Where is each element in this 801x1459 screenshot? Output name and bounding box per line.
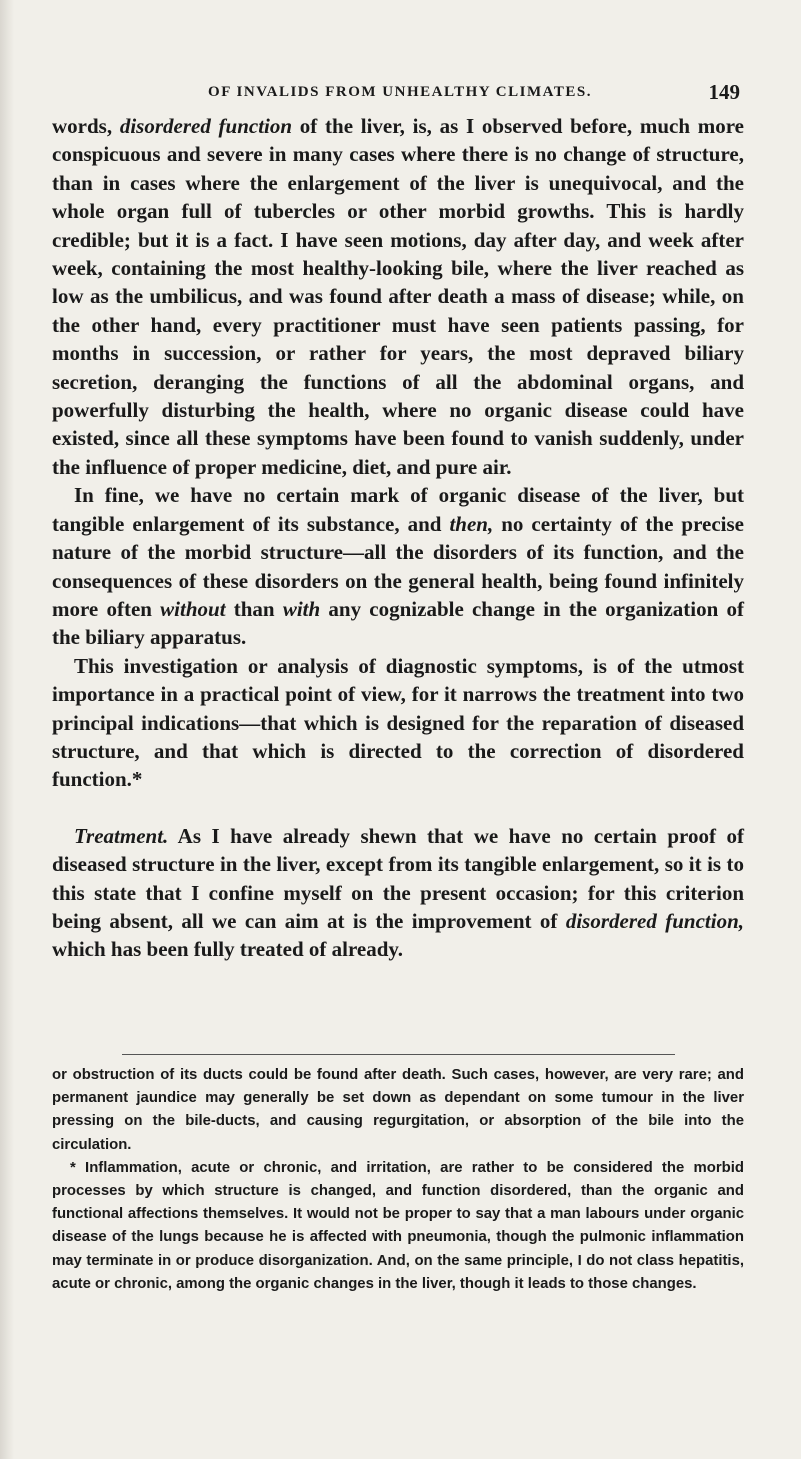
footnote-asterisk: * Inflammation, acute or chronic, and irritation, are rather to be considered the morbid processes by which structure is changed, and function disordered, than the organic and functional affections themselves. It would not be proper to say that a man labours under organic disease of the lungs because he is affected with pneumonia, though the pulmonic inflammation may terminate in or produce disorganization. And, on the same principle, I do not class hepatitis, acute or chronic, among the organic changes in the liver, though it leads to those changes. xyxy=(52,1159,744,1292)
text-run: words, xyxy=(52,114,120,138)
text-run: than xyxy=(225,596,283,621)
text-run: which has been fully treated of already. xyxy=(52,937,403,962)
paragraph-1 xyxy=(52,112,744,481)
paragraph-treatment xyxy=(52,822,744,964)
emphasis: disordered function xyxy=(119,114,293,138)
paragraph-2 xyxy=(52,481,744,651)
footnotes xyxy=(52,1064,744,1296)
text-run: no certainty of the precise nature of the morbid structure—all the disorders of its function, and the consequences of these disorders on the general health, being found infinitely more often xyxy=(52,511,744,621)
footnote-continuation: or obstruction of its ducts could be found after death. Such cases, however, are very rare; and permanent jaundice may generally be set down as dependant on some tumour in the liver pressing on the bile-ducts, and causing regurgitation, or absorption of the bile into the circulation. xyxy=(52,1067,744,1153)
section-heading: Treatment. xyxy=(74,823,169,848)
emphasis: without xyxy=(160,596,226,621)
text-run: As I have already shewn that we have no certain proof of diseased structure in the liver, except from its tangible enlargement, so it is to this state that I confine myself on the present occasion; for this criterion being absent, all we can aim at is the improvement of xyxy=(52,823,744,933)
footnote-divider xyxy=(122,1054,675,1055)
text-run: In fine, we have no certain mark of organic disease of the liver, but tangible enlargement of its substance, and xyxy=(52,483,744,536)
text-run: This investigation or analysis of diagnostic symptoms, is of the utmost importance in a practical point of view, for it narrows the treatment into two principal indications—that which is designed for the reparation of diseased structure, and that which is directed to the correction of disordered function.* xyxy=(52,653,744,792)
running-head: OF INVALIDS FROM UNHEALTHY CLIMATES. xyxy=(208,84,592,100)
text-run: of the liver, is, as I observed before, much more conspicuous and severe in many cases where there is no change of structure, than in cases where the enlargement of the liver is unequivocal, and the whole organ full of tubercles or other morbid growths. This is hardly credible; but it is a fact. I have seen motions, day after day, and week after week, containing the most healthy-looking bile, where the liver reached as low as the umbilicus, and was found after death a mass of disease; while, on the other hand, every practitioner must have seen patients passing, for months in succession, or rather for years, the most depraved biliary secretion, deranging the functions of all the abdominal organs, and powerfully disturbing the health, where no organic disease could have existed, since all these symptoms have been found to vanish suddenly, under the influence of proper medicine, diet, and pure air. xyxy=(52,114,745,479)
emphasis: then, xyxy=(449,511,494,536)
emphasis: with xyxy=(282,596,321,621)
page-gutter-shadow xyxy=(0,0,14,1459)
emphasis: disordered function, xyxy=(565,908,744,933)
text-run: any cognizable change in the organization of the biliary apparatus. xyxy=(52,596,744,650)
body-text xyxy=(52,112,744,964)
page-number: 149 xyxy=(708,80,740,104)
paragraph-3 xyxy=(52,652,744,794)
